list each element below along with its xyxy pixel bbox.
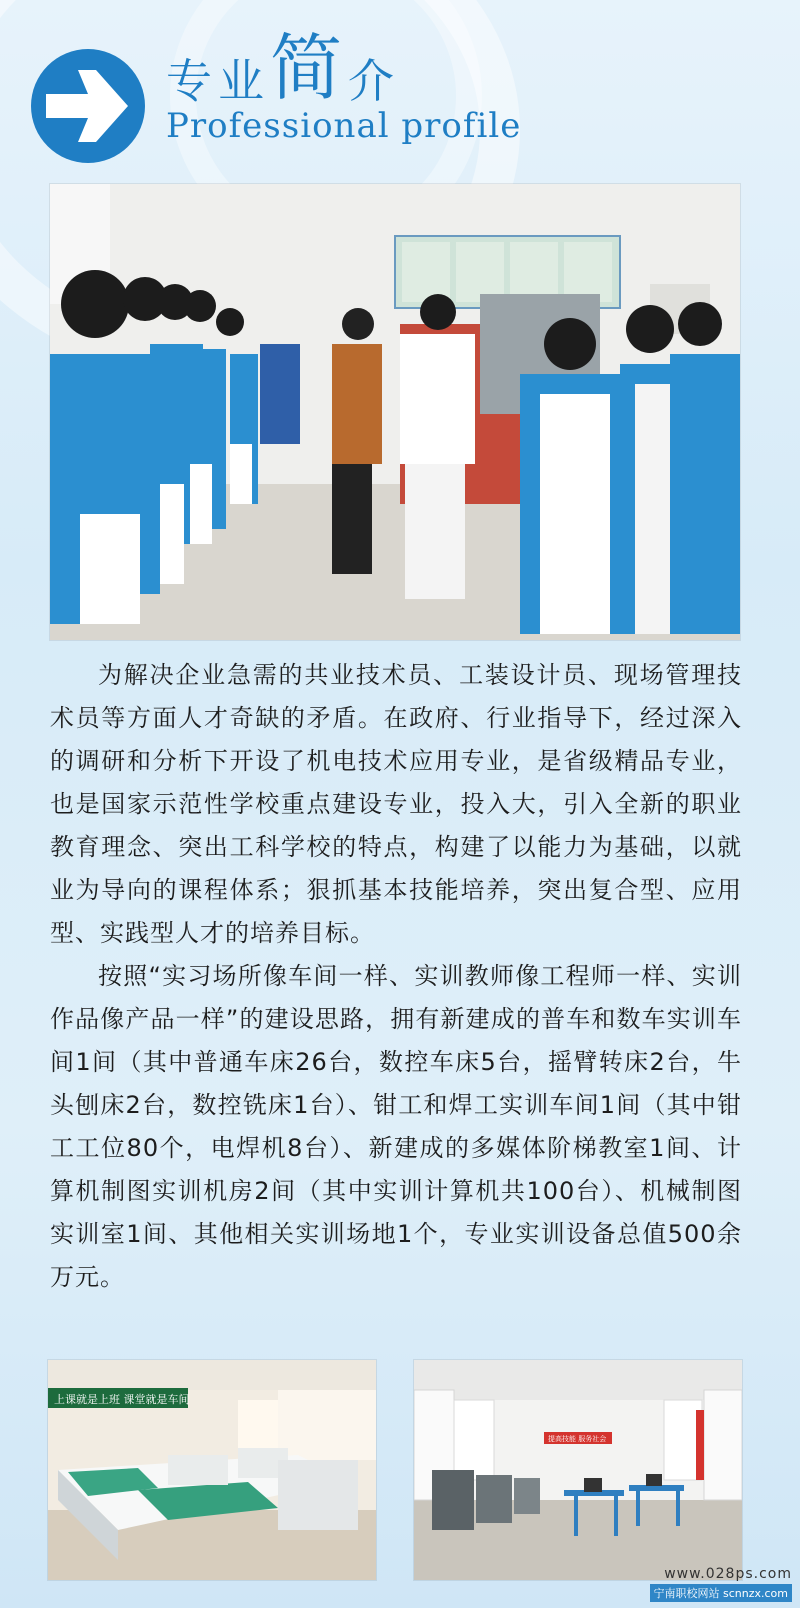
title-part-3: 介 bbox=[348, 54, 401, 108]
classroom-banner-text: 上课就是上班 课堂就是车间 bbox=[54, 1393, 190, 1406]
paragraph-1: 为解决企业急需的共业技术员、工装设计员、现场管理技术员等方面人才奇缺的矛盾。在政府、行业指导下，经过深入的调研和分析下开设了机电技术应用专业，是省级精品专业，也是国家示范性学校重点建设专业，投入大，引入全新的职业教育理念、突出工科学校的特点，构建了以能力为基础，以就业为导向的课程体系；狠抓基本技能培养，突出复合型、应用型、实践型人才的培养目标。 bbox=[50, 661, 742, 947]
body-text bbox=[50, 654, 742, 1299]
page-title bbox=[166, 22, 401, 110]
title-part-1: 专业 bbox=[166, 54, 270, 108]
main-workshop-photo bbox=[50, 184, 740, 640]
paragraph-2: 按照“实习场所像车间一样、实训教师像工程师一样、实训作品像产品一样”的建设思路，拥有新建成的普车和数车实训车间1间（其中普通车床26台，数控车床5台，摇臂转床2台，牛头刨床2台，数控铣床1台）、钳工和焊工实训车间1间（其中钳工工位80个，电焊机8台）、新建成的多媒体阶梯教室1间、计算机制图实训机房2间（其中实训计算机共100台）、机械制图实训室1间、其他相关实训场地1个，专业实训设备总值500余万元。 bbox=[50, 962, 742, 1291]
machine-workshop-photo bbox=[414, 1360, 742, 1580]
watermark-url: www.028ps.com bbox=[664, 1566, 792, 1582]
title-part-2: 简 bbox=[270, 26, 349, 110]
training-room-photo bbox=[48, 1360, 376, 1580]
watermark-brand: 宁南职校网站 scnnzx.com bbox=[650, 1584, 793, 1602]
arrow-right-circle-icon bbox=[30, 48, 146, 164]
watermark bbox=[650, 1566, 793, 1602]
workshop-banner-text: 提高技能 服务社会 bbox=[548, 1435, 607, 1443]
page-subtitle: Professional profile bbox=[166, 106, 522, 146]
